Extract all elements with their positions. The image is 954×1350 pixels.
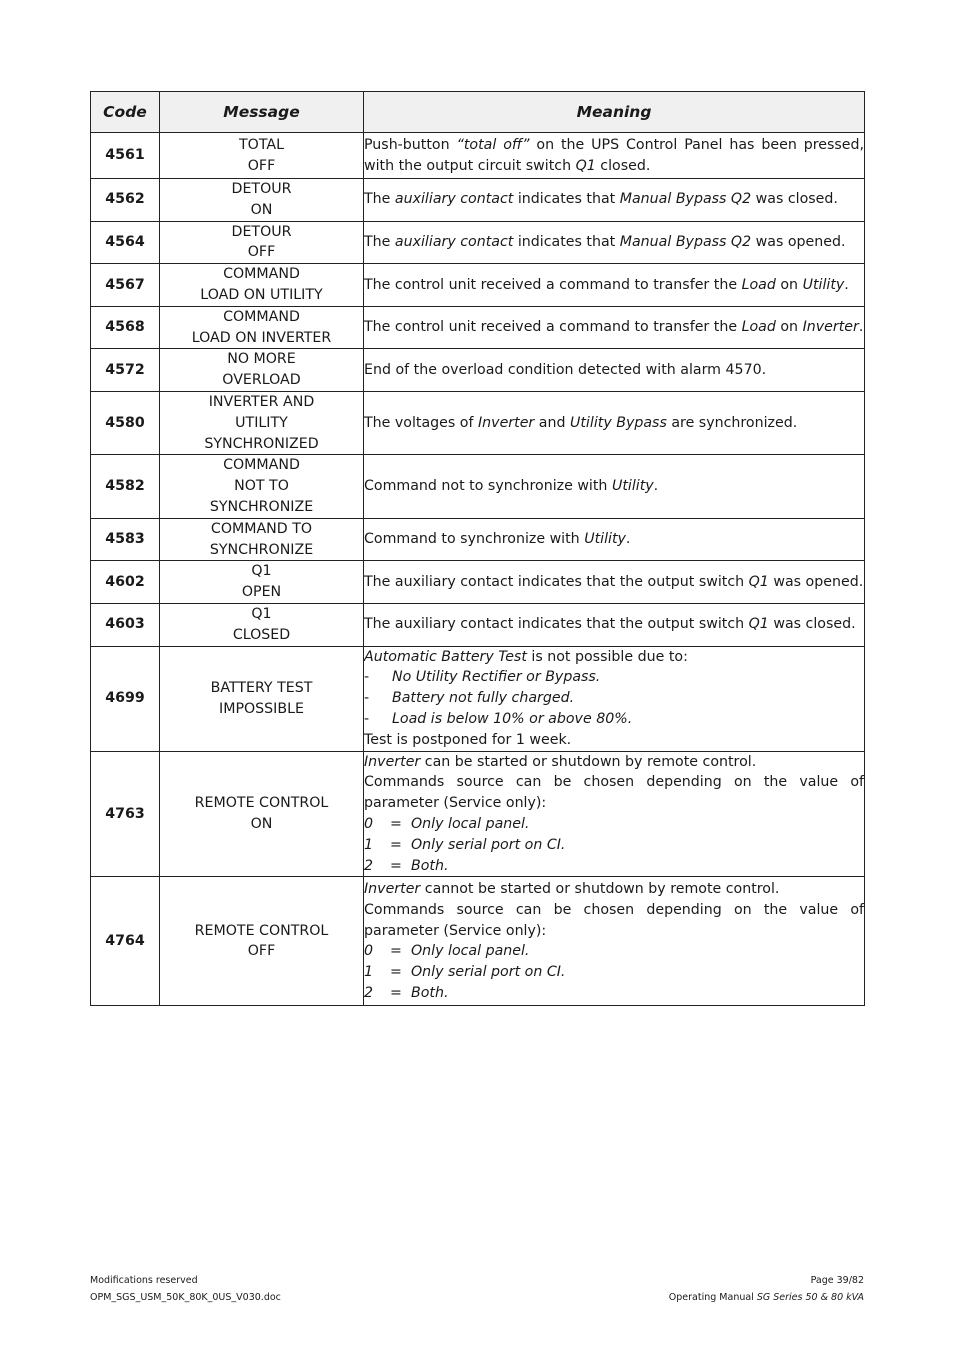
code-cell: 4572 [91,349,160,392]
meaning-cell [364,306,865,349]
option-value: Only local panel. [411,943,530,960]
code-cell: 4567 [91,264,160,307]
meaning-emphasis: Q1 [575,157,596,174]
meaning-emphasis: auxiliary contact [394,191,514,208]
meaning-text: was closed. [751,191,838,208]
meaning-intro [364,879,864,900]
meaning-text: cannot be started or shutdown by remote control. [420,880,780,897]
message-cell [160,518,364,561]
footer-manual-label: Operating Manual [668,1292,757,1303]
code-cell: 4764 [91,877,160,1006]
option-item [364,983,864,1004]
code-cell: 4763 [91,751,160,877]
message-line: ON [250,815,273,832]
option-item [364,856,864,877]
message-line: COMMAND [223,457,300,474]
meaning-text: The voltages of [364,414,478,431]
meaning-cell [364,133,865,179]
message-line: SYNCHRONIZE [209,541,314,558]
table-header-row [91,92,865,133]
meaning-text: was opened. [768,573,864,590]
option-value: Only serial port on CI. [411,964,566,981]
message-line: LOAD ON INVERTER [191,329,332,346]
message-line: DETOUR [231,223,292,240]
table-row [91,561,865,604]
meaning-emphasis: Inverter [802,319,859,336]
meaning-text: The [364,233,395,250]
option-eq: = [390,943,402,960]
meaning-text: Commands source can be chosen depending on the value of parameter (Service only): [364,774,864,812]
meaning-emphasis: Q1 [748,616,769,633]
code-cell: 4602 [91,561,160,604]
meaning-text: is not possible due to: [526,648,688,665]
footer-manual-title [669,1292,864,1304]
meaning-text: . [844,276,849,293]
option-key: 0 [364,943,374,960]
footer-page-number: Page 39/82 [810,1275,864,1286]
message-cell [160,179,364,222]
option-value: Both. [411,857,449,874]
option-key: 1 [364,964,374,981]
bullet-item: - No Utility Rectifier or Bypass. [364,667,864,688]
message-line: TOTAL [238,136,284,153]
meaning-text: . [858,319,864,336]
header-code: Code [91,92,160,133]
meaning-emphasis: Utility Bypass [569,414,667,431]
meaning-cell [364,646,865,751]
message-line: SYNCHRONIZED [204,435,319,452]
message-cell [160,751,364,877]
meaning-text: The control unit received a command to transfer the [364,319,742,336]
code-cell: 4562 [91,179,160,222]
message-line: REMOTE CONTROL [194,795,329,812]
meaning-emphasis: Automatic Battery Test [364,648,527,665]
option-item [364,814,864,835]
message-line: CLOSED [232,626,291,643]
meaning-cell [364,264,865,307]
table-row [91,646,865,751]
meaning-text: and [534,414,570,431]
table-row [91,877,865,1006]
message-line: IMPOSSIBLE [219,700,304,717]
code-cell: 4699 [91,646,160,751]
message-line: Q1 [251,563,272,580]
code-cell: 4603 [91,603,160,646]
message-cell [160,133,364,179]
message-line: COMMAND [223,308,300,325]
meaning-text: can be started or shutdown by remote control. [420,753,757,770]
table-row [91,518,865,561]
option-key: 2 [364,857,374,874]
meaning-text: on the UPS Control Panel has been pressed, with the output circuit switch [364,136,864,174]
meaning-text: Command to synchronize with [364,531,585,548]
option-value: Both. [411,984,449,1001]
message-line: ON [250,201,273,218]
meaning-cell [364,877,865,1006]
meaning-emphasis: Manual Bypass Q2 [619,191,752,208]
table-row [91,751,865,877]
code-cell: 4580 [91,391,160,454]
message-cell [160,349,364,392]
option-item [364,941,864,962]
meaning-emphasis: Load [741,276,776,293]
meaning-cell [364,455,865,518]
message-line: COMMAND [223,266,300,283]
message-cell [160,646,364,751]
message-line: LOAD ON UTILITY [200,286,323,303]
meaning-emphasis: Utility [584,531,626,548]
meaning-text: Command not to synchronize with [364,478,612,495]
message-line: OFF [247,244,276,261]
meaning-emphasis: Inverter [478,414,535,431]
message-cell [160,603,364,646]
message-line: COMMAND TO [210,520,313,537]
bullet-item: - Load is below 10% or above 80%. [364,709,864,730]
meaning-text: Test is postponed for 1 week. [364,731,572,748]
meaning-text: are synchronized. [666,414,798,431]
message-cell [160,264,364,307]
code-cell: 4582 [91,455,160,518]
message-line: OPEN [241,584,282,601]
table-row [91,264,865,307]
meaning-cell [364,221,865,264]
footer-filename: OPM_SGS_USM_50K_80K_0US_V030.doc [90,1292,281,1303]
meaning-cell [364,391,865,454]
table-row [91,133,865,179]
message-cell [160,561,364,604]
option-eq: = [390,964,402,981]
bullet-item: - Battery not fully charged. [364,688,864,709]
meaning-emphasis: Inverter [364,880,421,897]
option-item [364,962,864,983]
meaning-text: The [364,191,395,208]
meaning-text: indicates that [513,233,620,250]
meaning-intro [364,752,864,773]
table-row [91,391,865,454]
meaning-text: on [775,319,803,336]
message-line: INVERTER AND [208,393,315,410]
message-cell [160,455,364,518]
header-message: Message [160,92,364,133]
option-eq: = [390,815,402,832]
meaning-text: was opened. [751,233,846,250]
meaning-text: indicates that [513,191,620,208]
meaning-text: The auxiliary contact indicates that the output switch [364,573,749,590]
message-line: OFF [247,943,276,960]
code-cell: 4583 [91,518,160,561]
message-cell [160,877,364,1006]
message-line: NO MORE [227,351,296,368]
meaning-intro [364,647,864,668]
meaning-emphasis: Q1 [748,573,769,590]
meaning-text: Commands source can be chosen depending on the value of parameter (Service only): [364,901,864,939]
message-line: OVERLOAD [222,372,301,389]
option-key: 1 [364,836,374,853]
table-row [91,455,865,518]
message-line: SYNCHRONIZE [209,498,314,515]
meaning-text: . [625,531,631,548]
message-line: NOT TO [234,478,289,495]
meaning-text: closed. [595,157,651,174]
meaning-text: on [775,276,803,293]
code-cell: 4568 [91,306,160,349]
meaning-emphasis: Load [741,319,776,336]
message-cell [160,221,364,264]
table-row [91,603,865,646]
meaning-emphasis: Inverter [364,753,421,770]
message-line: Q1 [251,605,272,622]
code-cell: 4561 [91,133,160,179]
option-key: 2 [364,984,374,1001]
message-line: UTILITY [235,414,288,431]
meaning-text: The control unit received a command to transfer the [364,276,742,293]
event-code-table [90,91,865,1006]
option-value: Only local panel. [411,815,530,832]
option-eq: = [390,836,402,853]
table-row [91,349,865,392]
footer-manual-series: SG Series 50 & 80 kVA [756,1292,864,1303]
meaning-emphasis: auxiliary contact [394,233,514,250]
message-cell [160,391,364,454]
footer-modifications: Modifications reserved [90,1275,198,1286]
table-row [91,306,865,349]
meaning-emphasis: “total off” [456,136,530,153]
meaning-text: End of the overload condition detected with alarm 4570. [364,361,767,378]
meaning-emphasis: Utility [802,276,845,293]
meaning-text: Push-button [364,136,457,153]
message-line: REMOTE CONTROL [194,922,329,939]
option-eq: = [390,984,402,1001]
message-line: OFF [247,157,276,174]
meaning-cell [364,751,865,877]
meaning-text: . [653,478,659,495]
table-row [91,221,865,264]
meaning-cell [364,349,865,392]
option-value: Only serial port on CI. [411,836,566,853]
meaning-cell [364,561,865,604]
option-eq: = [390,857,402,874]
code-cell: 4564 [91,221,160,264]
message-line: BATTERY TEST [210,679,313,696]
option-item [364,835,864,856]
meaning-cell [364,179,865,222]
message-line: DETOUR [231,181,292,197]
meaning-emphasis: Manual Bypass Q2 [619,233,752,250]
message-cell [160,306,364,349]
meaning-cell [364,603,865,646]
meaning-emphasis: Utility [611,478,654,495]
header-meaning: Meaning [364,92,865,133]
table-row [91,179,865,222]
meaning-text: The auxiliary contact indicates that the output switch [364,616,749,633]
option-key: 0 [364,815,374,832]
meaning-cell [364,518,865,561]
meaning-text: was closed. [768,616,856,633]
